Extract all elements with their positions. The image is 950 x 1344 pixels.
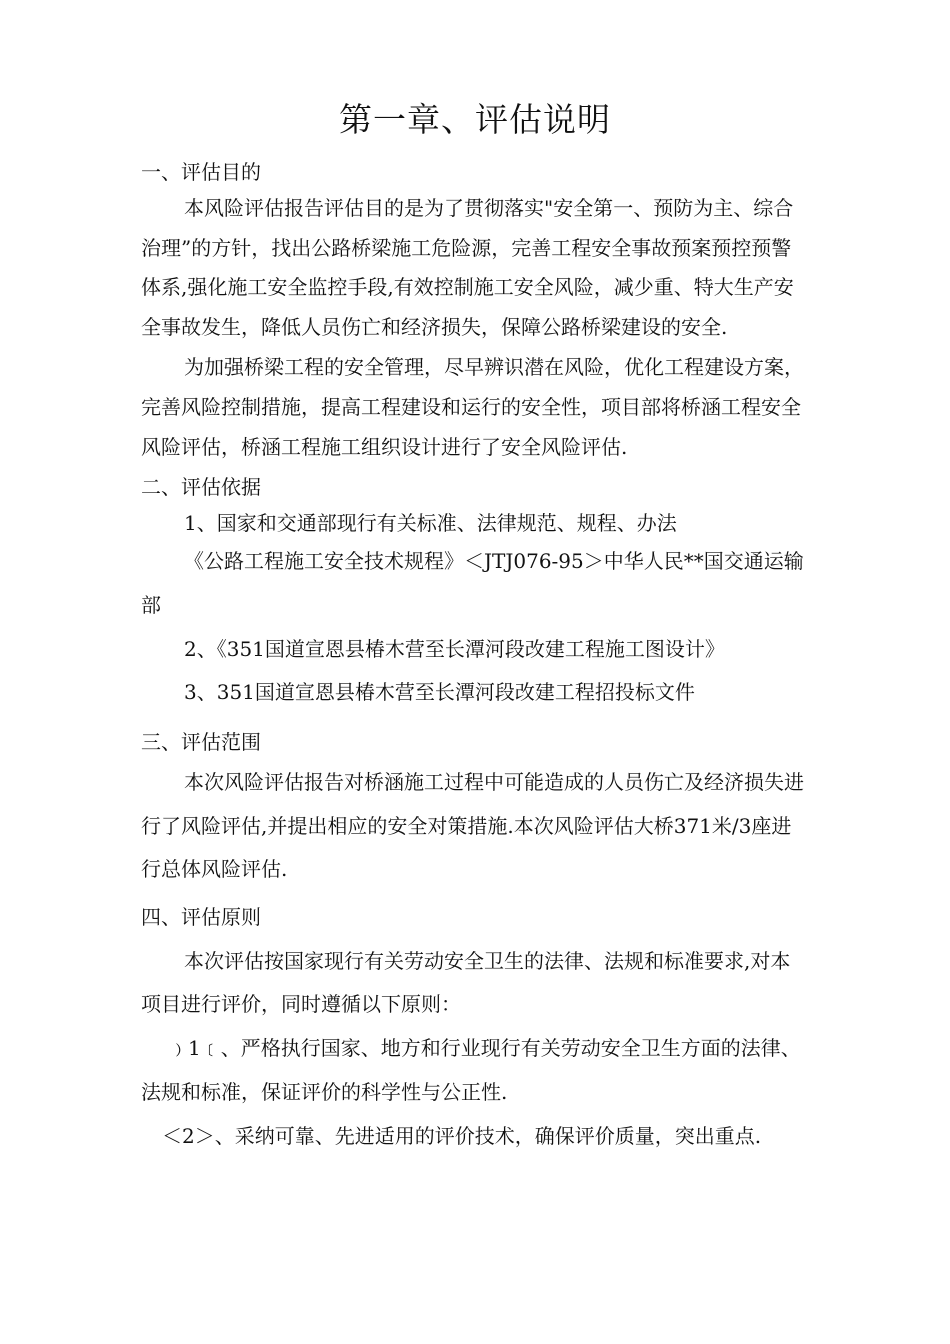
paragraph-line: ﹚1﹝、严格执行国家、地方和行业现行有关劳动安全卫生方面的法律、 xyxy=(168,1036,801,1060)
paragraph-line: 体系,强化施工安全监控手段,有效控制施工安全风险，减少重、特大生产安 xyxy=(141,275,794,299)
paragraph-line: 《公路工程施工安全技术规程》＜JTJ076-95＞中华人民**国交通运输 xyxy=(184,549,804,573)
section-heading: 二、评估依据 xyxy=(141,475,261,499)
paragraph-line: 本次风险评估报告对桥涵施工过程中可能造成的人员伤亡及经济损失进 xyxy=(184,770,804,794)
paragraph-line: 法规和标准，保证评价的科学性与公正性. xyxy=(141,1080,508,1104)
paragraph-line: 1、国家和交通部现行有关标准、法律规范、规程、办法 xyxy=(184,511,677,535)
paragraph-line: 风险评估，桥涵工程施工组织设计进行了安全风险评估. xyxy=(141,435,628,459)
section-heading: 一、评估目的 xyxy=(141,160,261,184)
paragraph-line: 本风险评估报告评估目的是为了贯彻落实"安全第一、预防为主、综合 xyxy=(184,196,794,220)
paragraph-line: 2、《351国道宣恩县椿木营至长潭河段改建工程施工图设计》 xyxy=(184,637,725,661)
section-heading: 三、评估范围 xyxy=(141,730,261,754)
paragraph-line: 部 xyxy=(141,593,161,617)
paragraph-line: 本次评估按国家现行有关劳动安全卫生的法律、法规和标准要求,对本 xyxy=(184,949,791,973)
section-heading: 四、评估原则 xyxy=(141,905,261,929)
paragraph-line: 完善风险控制措施，提高工程建设和运行的安全性，项目部将桥涵工程安全 xyxy=(141,395,801,419)
paragraph-line: 为加强桥梁工程的安全管理，尽早辨识潜在风险，优化工程建设方案， xyxy=(184,355,804,379)
paragraph-line: 行了风险评估,并提出相应的安全对策措施.本次风险评估大桥371米/3座进 xyxy=(141,814,792,838)
paragraph-line: 3、351国道宣恩县椿木营至长潭河段改建工程招投标文件 xyxy=(184,680,695,704)
paragraph-line: 全事故发生，降低人员伤亡和经济损失，保障公路桥梁建设的安全. xyxy=(141,315,728,339)
chapter-title: 第一章、评估说明 xyxy=(339,100,611,139)
paragraph-line: ＜2＞、采纳可靠、先进适用的评价技术，确保评价质量，突出重点. xyxy=(162,1124,762,1148)
paragraph-line: 治理”的方针，找出公路桥梁施工危险源，完善工程安全事故预案预控预警 xyxy=(141,236,792,260)
paragraph-line: 行总体风险评估. xyxy=(141,857,288,881)
paragraph-line: 项目进行评价，同时遵循以下原则： xyxy=(141,992,461,1016)
